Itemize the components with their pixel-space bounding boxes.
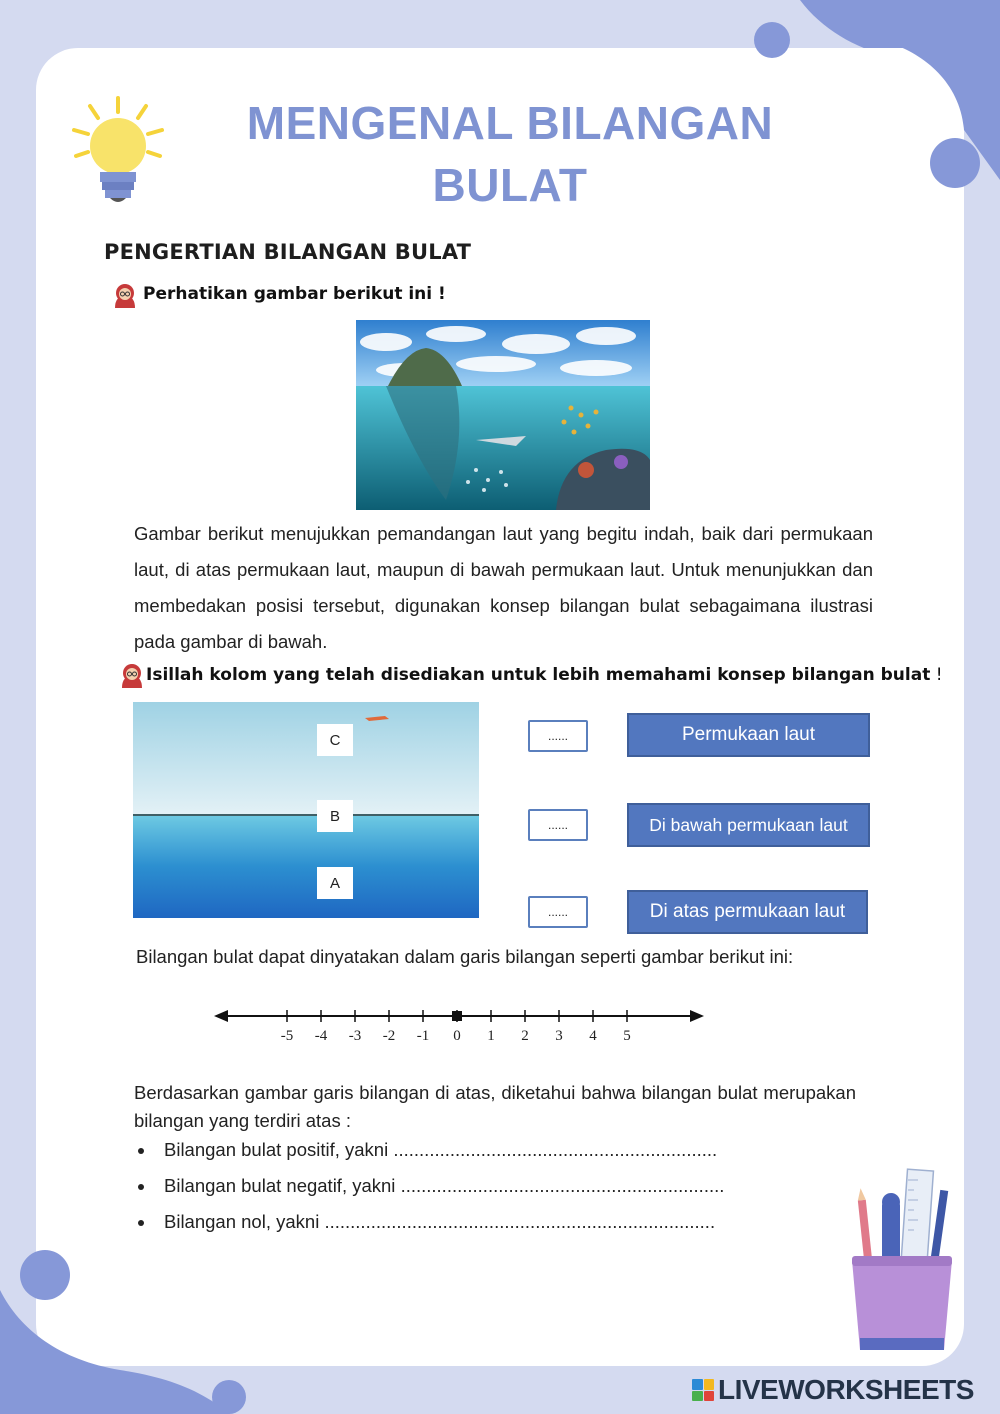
bullet-label: Bilangan bulat negatif, yakni <box>164 1175 396 1196</box>
number-line-tick-label: 3 <box>555 1028 563 1044</box>
conclusion-paragraph: Berdasarkan gambar garis bilangan di atas, diketahui bahwa bilangan bulat merupakan bilangan yang terdiri atas : <box>134 1082 856 1131</box>
choice-di-atas-permukaan-laut[interactable]: Di atas permukaan laut <box>627 890 868 934</box>
number-line-tick-label: 0 <box>453 1028 461 1044</box>
decorative-circle <box>930 138 980 188</box>
answer-blank[interactable]: ............................................................... <box>393 1139 718 1160</box>
number-line-tick-label: -1 <box>416 1028 430 1044</box>
bullet-list <box>134 1136 834 1244</box>
sea-photo <box>356 320 650 510</box>
number-line-tick-label: 5 <box>623 1028 631 1044</box>
student-avatar-icon <box>119 662 145 690</box>
number-line <box>210 998 710 1048</box>
answer-blank[interactable]: ............................................................................ <box>324 1211 716 1232</box>
number-line-tick-label: 2 <box>521 1028 529 1044</box>
bullet-label: Bilangan bulat positif, yakni <box>164 1139 389 1160</box>
student-avatar-icon <box>112 282 138 310</box>
answer-blank[interactable]: ............................................................... <box>400 1175 725 1196</box>
choice-di-bawah-permukaan-laut[interactable]: Di bawah permukaan laut <box>627 803 870 847</box>
answer-box-2[interactable]: ...... <box>528 809 588 841</box>
title-line-2: BULAT <box>432 159 588 211</box>
list-item <box>134 1136 834 1172</box>
number-line-tick-label: -2 <box>382 1028 396 1044</box>
choice-permukaan-laut[interactable]: Permukaan laut <box>627 713 870 757</box>
answer-box-3[interactable]: ...... <box>528 896 588 928</box>
list-item <box>134 1208 834 1244</box>
sea-level-illustration <box>133 702 479 918</box>
page-title <box>200 92 820 216</box>
number-line-intro: Bilangan bulat dapat dinyatakan dalam garis bilangan seperti gambar berikut ini: <box>136 946 794 967</box>
number-line-tick-label: -3 <box>348 1028 362 1044</box>
bullet-label: Bilangan nol, yakni <box>164 1211 320 1232</box>
decorative-wave-bottom-left <box>0 1290 260 1414</box>
number-line-tick-label: 1 <box>487 1028 495 1044</box>
sea-level-scene <box>133 702 479 918</box>
section-heading: PENGERTIAN BILANGAN BULAT <box>104 240 472 264</box>
list-item <box>134 1172 834 1208</box>
instruction-fill-columns-text: Isillah kolom yang telah disediakan untuk lebih memahami konsep bilangan bulat <box>146 665 931 685</box>
pencil-cup-icon <box>842 1160 962 1360</box>
decorative-circle <box>754 22 790 58</box>
lightbulb-icon <box>70 94 170 210</box>
instruction-fill-columns <box>146 665 943 685</box>
answer-box-1[interactable]: ...... <box>528 720 588 752</box>
scene-label-a: A <box>317 867 353 899</box>
number-line-tick-label: -5 <box>280 1028 294 1044</box>
number-line-tick-label: 4 <box>589 1028 597 1044</box>
right-arrow-icon <box>690 1010 704 1022</box>
zero-marker <box>452 1011 462 1021</box>
scene-label-b: B <box>317 800 353 832</box>
number-line-tick-label: -4 <box>314 1028 328 1044</box>
instruction-observe: Perhatikan gambar berikut ini ! <box>143 284 446 304</box>
instruction-fill-columns-end: ! <box>930 665 943 685</box>
brand-logo-icon <box>692 1379 714 1401</box>
intro-paragraph: Gambar berikut menujukkan pemandangan laut yang begitu indah, baik dari permukaan laut, di atas permukaan laut, maupun di bawah permukaan laut. Untuk menunjukkan dan membedakan posisi tersebut, digunakan konsep bilangan bulat sebagaimana ilustrasi pada gambar di bawah. <box>134 523 873 652</box>
left-arrow-icon <box>214 1010 228 1022</box>
scene-label-c: C <box>317 724 353 756</box>
liveworksheets-logo <box>692 1372 974 1408</box>
brand-text: LIVEWORKSHEETS <box>718 1374 974 1405</box>
title-line-1: MENGENAL BILANGAN <box>246 97 774 149</box>
